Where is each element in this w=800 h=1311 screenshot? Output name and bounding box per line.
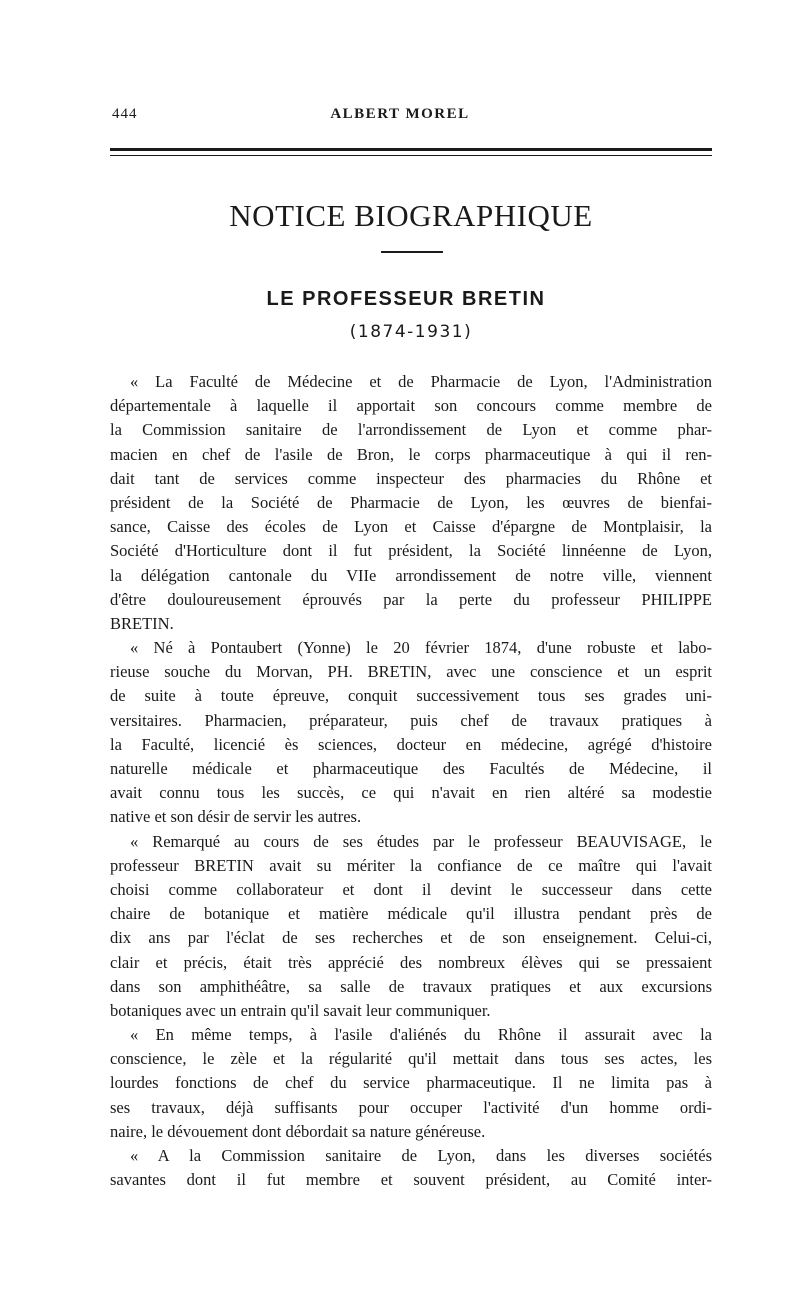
text-line: ses travaux, déjà suffisants pour occuper l'activité d'un homme ordi- [110, 1097, 712, 1117]
text-line: rieuse souche du Morvan, PH. BRETIN, avec une conscience et un esprit [110, 662, 712, 682]
text-line: naire, le dévouement dont débordait sa nature généreuse. [110, 1121, 486, 1141]
text-line: dans son amphithéâtre, sa salle de travaux pratiques et aux excursions [110, 976, 712, 996]
body-text [110, 370, 712, 1192]
title-rule [381, 251, 443, 253]
text-line: savantes dont il fut membre et souvent président, au Comité inter- [110, 1170, 712, 1190]
text-line: BRETIN. [110, 613, 174, 633]
text-line: « La Faculté de Médecine et de Pharmacie de Lyon, l'Administration [130, 372, 712, 391]
text-line: de suite à toute épreuve, conquit successivement tous ses grades uni- [110, 686, 712, 706]
text-line: sance, Caisse des écoles de Lyon et Caisse d'épargne de Montplaisir, la [110, 517, 712, 537]
text-line: native et son désir de servir les autres. [110, 807, 362, 827]
text-line: « A la Commission sanitaire de Lyon, dans les diverses sociétés [130, 1146, 712, 1165]
subtitle: LE PROFESSEUR BRETIN [266, 288, 546, 310]
text-line: la délégation cantonale du VIIe arrondissement de notre ville, viennent [110, 565, 712, 585]
text-line: chaire de botanique et matière médicale qu'il illustra pendant près de [110, 904, 712, 924]
text-line: « En même temps, à l'asile d'aliénés du Rhône il assurait avec la [130, 1025, 712, 1045]
text-line: botaniques avec un entrain qu'il savait leur communiquer. [110, 1000, 491, 1020]
text-line: macien en chef de l'asile de Bron, le corps pharmaceutique à qui il ren- [110, 444, 712, 464]
text-line: président de la Société de Pharmacie de Lyon, les œuvres de bienfai- [110, 492, 712, 512]
text-line: naturelle médicale et pharmaceutique des Facultés de Médecine, il [110, 759, 712, 778]
text-line: professeur BRETIN avait su mériter la confiance de ce maître qui l'avait [110, 855, 712, 875]
text-line: d'être douloureusement éprouvés par la perte du professeur PHILIPPE [110, 589, 712, 609]
text-line: versitaires. Pharmacien, préparateur, puis chef de travaux pratiques à [110, 710, 712, 730]
dates: (1874-1931) [349, 322, 473, 342]
text-line: « Remarqué au cours de ses études par le professeur BEAUVISAGE, le [130, 831, 712, 851]
text-line: « Né à Pontaubert (Yonne) le 20 février 1874, d'une robuste et labo- [130, 638, 712, 658]
header-rule-thin [110, 155, 712, 156]
text-line: la Faculté, licencié ès sciences, docteur en médecine, agrégé d'histoire [110, 734, 712, 754]
text-line: départementale à laquelle il apportait son concours comme membre de [110, 396, 712, 416]
text-line: la Commission sanitaire de l'arrondissement de Lyon et comme phar- [110, 420, 712, 440]
header-rule-thick [110, 148, 712, 151]
text-line: lourdes fonctions de chef du service pharmaceutique. Il ne limita pas à [110, 1073, 712, 1093]
text-line: clair et précis, était très apprécié des nombreux élèves qui se pressaient [110, 952, 712, 972]
text-line: dait tant de services comme inspecteur des pharmacies du Rhône et [110, 468, 712, 488]
text-line: dix ans par l'éclat de ses recherches et de son enseignement. Celui-ci, [110, 928, 712, 948]
section-title: NOTICE BIOGRAPHIQUE [229, 198, 593, 233]
text-line: avait connu tous les succès, ce qui n'avait en rien altéré sa modestie [110, 783, 712, 803]
text-line: choisi comme collaborateur et dont il devint le successeur dans cette [110, 879, 712, 899]
text-line: conscience, le zèle et la régularité qu'il mettait dans tous ses actes, les [110, 1049, 712, 1069]
page-number: 444 [112, 106, 138, 122]
text-line: Société d'Horticulture dont il fut président, la Société linnéenne de Lyon, [110, 541, 712, 561]
running-head: ALBERT MOREL [330, 106, 470, 122]
